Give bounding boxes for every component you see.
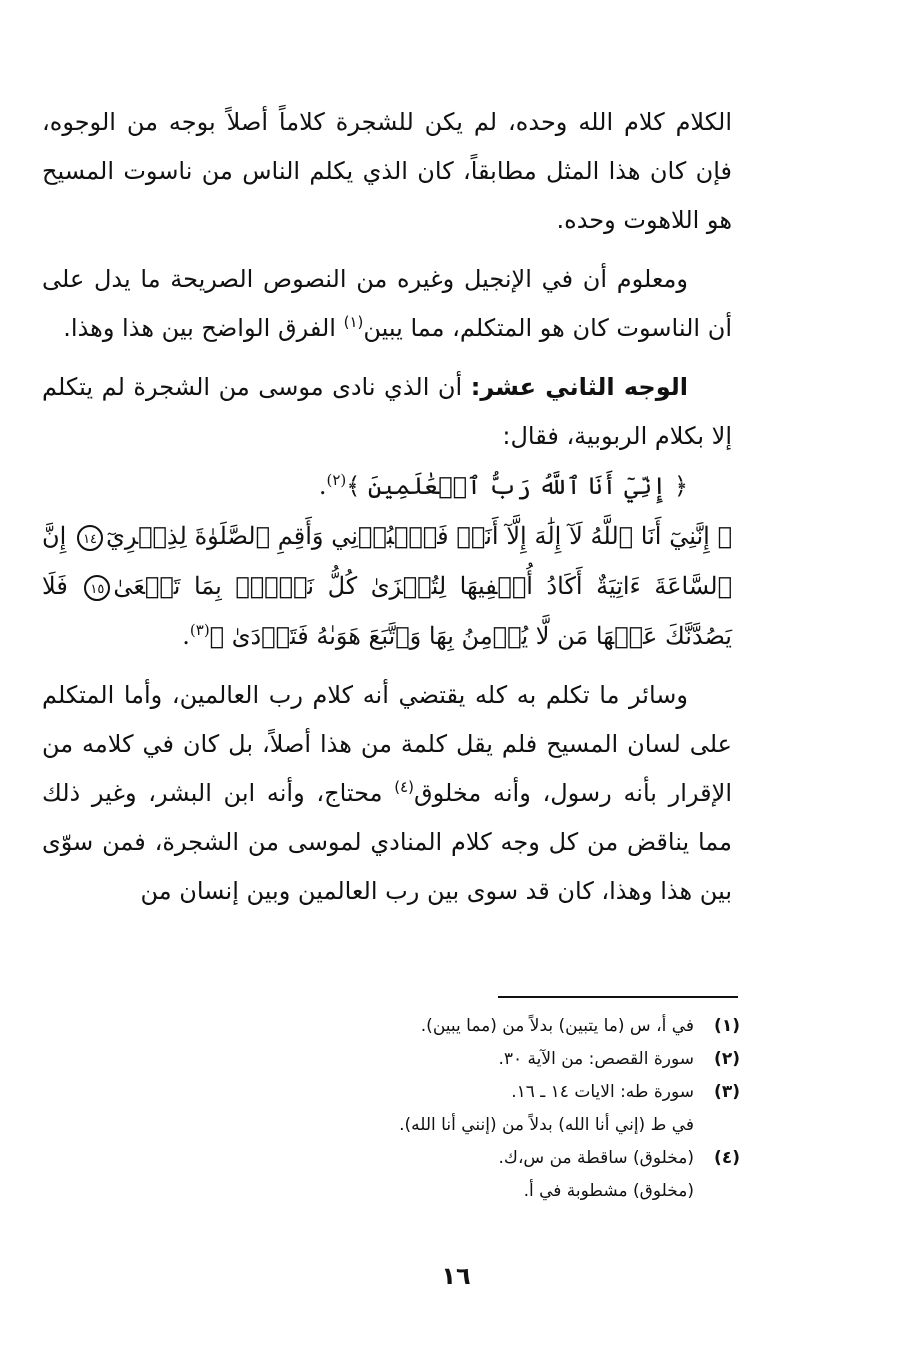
ayah-number-15-icon: ١٥ — [84, 575, 110, 601]
footnote-3-continuation: في ط (إني أنا الله) بدلاً من (إنني أنا الله). — [399, 1115, 694, 1135]
quran-verse-2-part-3: فَلَا يَصُدَّنَّكَ عَنۡهَا مَن لَّا يُؤۡمِنُ بِهَا وَٱتَّبَعَ هَوَىٰهُ فَتَرۡدَىٰ ﴾ — [42, 572, 732, 650]
quran-verse-1 — [42, 461, 732, 511]
paragraph-2 — [42, 255, 732, 353]
footnote-separator — [498, 996, 738, 998]
quran-verse-1-text: ﴿ إِنِّيٓ أَنَا ٱللَّهُ رَبُّ ٱلۡعَٰلَمِينَ ﴾ — [346, 472, 688, 500]
paragraph-4-text-before: وسائر ما تكلم به كله يقتضي أنه كلام رب العالمين، وأما المتكلم على لسان المسيح فلم يقل كلمة من هذا أصلاً، بل كان في كلامه من الإقرار بأنه رسول، وأنه مخلوق — [42, 681, 732, 807]
paragraph-4-text-after: محتاج، وأنه ابن البشر، وغير ذلك مما يناقض من كل وجه كلام المنادي لموسى من الشجرة، فمن سوّى بين هذا وهذا، كان قد سوى بين رب العالمين وبين إنسان من — [42, 779, 732, 905]
quran-verse-2-part-2: إِنَّ ٱلسَّاعَةَ ءَاتِيَةٌ أَكَادُ أُخۡفِيهَا لِتُجۡزَىٰ كُلُّ نَفۡسِۭ بِمَا تَسۡعَىٰ — [42, 522, 732, 600]
footnote-number: (٣) — [714, 1082, 740, 1102]
quran-verse-2 — [42, 511, 732, 661]
paragraph-4 — [42, 671, 732, 916]
paragraph-2-text-after: الفرق الواضح بين هذا وهذا. — [63, 314, 344, 342]
page-number: ١٦ — [441, 1262, 471, 1290]
footnote-1 — [250, 1010, 740, 1043]
footnote-ref-4[interactable]: (٤) — [394, 778, 414, 796]
footnote-ref-2[interactable]: (٢) — [326, 471, 347, 489]
footnote-3 — [250, 1076, 740, 1109]
ayah-number-14-icon: ١٤ — [77, 525, 103, 551]
footnote-text: في أ، س (ما يتبين) بدلاً من (مما يبين). — [420, 1016, 694, 1036]
footnote-text: سورة القصص: من الآية ٣٠. — [498, 1049, 694, 1069]
main-text — [42, 98, 732, 916]
footnote-4 — [250, 1142, 740, 1175]
paragraph-1 — [42, 98, 732, 245]
footnote-text: (مخلوق) ساقطة من س،ك. — [498, 1148, 694, 1168]
footnote-number: (٢) — [714, 1049, 740, 1069]
footnote-number: (١) — [714, 1016, 740, 1036]
footnote-number: (٤) — [714, 1148, 740, 1168]
footnote-ref-1[interactable]: (١) — [343, 313, 364, 331]
paragraph-3-text: أن الذي نادى موسى من الشجرة لم يتكلم إلا بكلام الربوبية، فقال: — [42, 373, 732, 450]
quran-verse-2-end: . — [182, 622, 190, 650]
footnote-2 — [250, 1043, 740, 1076]
footnotes — [250, 1010, 740, 1208]
paragraph-3 — [42, 363, 732, 461]
quran-verse-2-part-1: ﴿ إِنَّنِيٓ أَنَا ٱللَّهُ لَآ إِلَٰهَ إِلَّآ أَنَا۠ فَٱعۡبُدۡنِي وَأَقِمِ ٱلصَّلَوٰةَ لِذِكۡرِيٓ — [106, 522, 732, 550]
footnote-text: سورة طه: الايات ١٤ ـ ١٦. — [511, 1082, 694, 1102]
paragraph-1-text: الكلام كلام الله وحده، لم يكن للشجرة كلاماً أصلاً بوجه من الوجوه، فإن كان هذا المثل مطابقاً، كان الذي يكلم الناس من ناسوت المسيح هو اللاهوت وحده. — [42, 108, 732, 234]
quran-verse-1-end: . — [318, 472, 327, 500]
section-heading-twelfth-aspect: الوجه الثاني عشر: — [470, 373, 688, 401]
footnote-4-continuation: (مخلوق) مشطوبة في أ. — [523, 1181, 694, 1201]
paragraph-2-text-before: ومعلوم أن في الإنجيل وغيره من النصوص الصريحة ما يدل على أن الناسوت كان هو المتكلم، مما يبين — [42, 265, 732, 342]
footnote-ref-3[interactable]: (٣) — [189, 621, 210, 639]
